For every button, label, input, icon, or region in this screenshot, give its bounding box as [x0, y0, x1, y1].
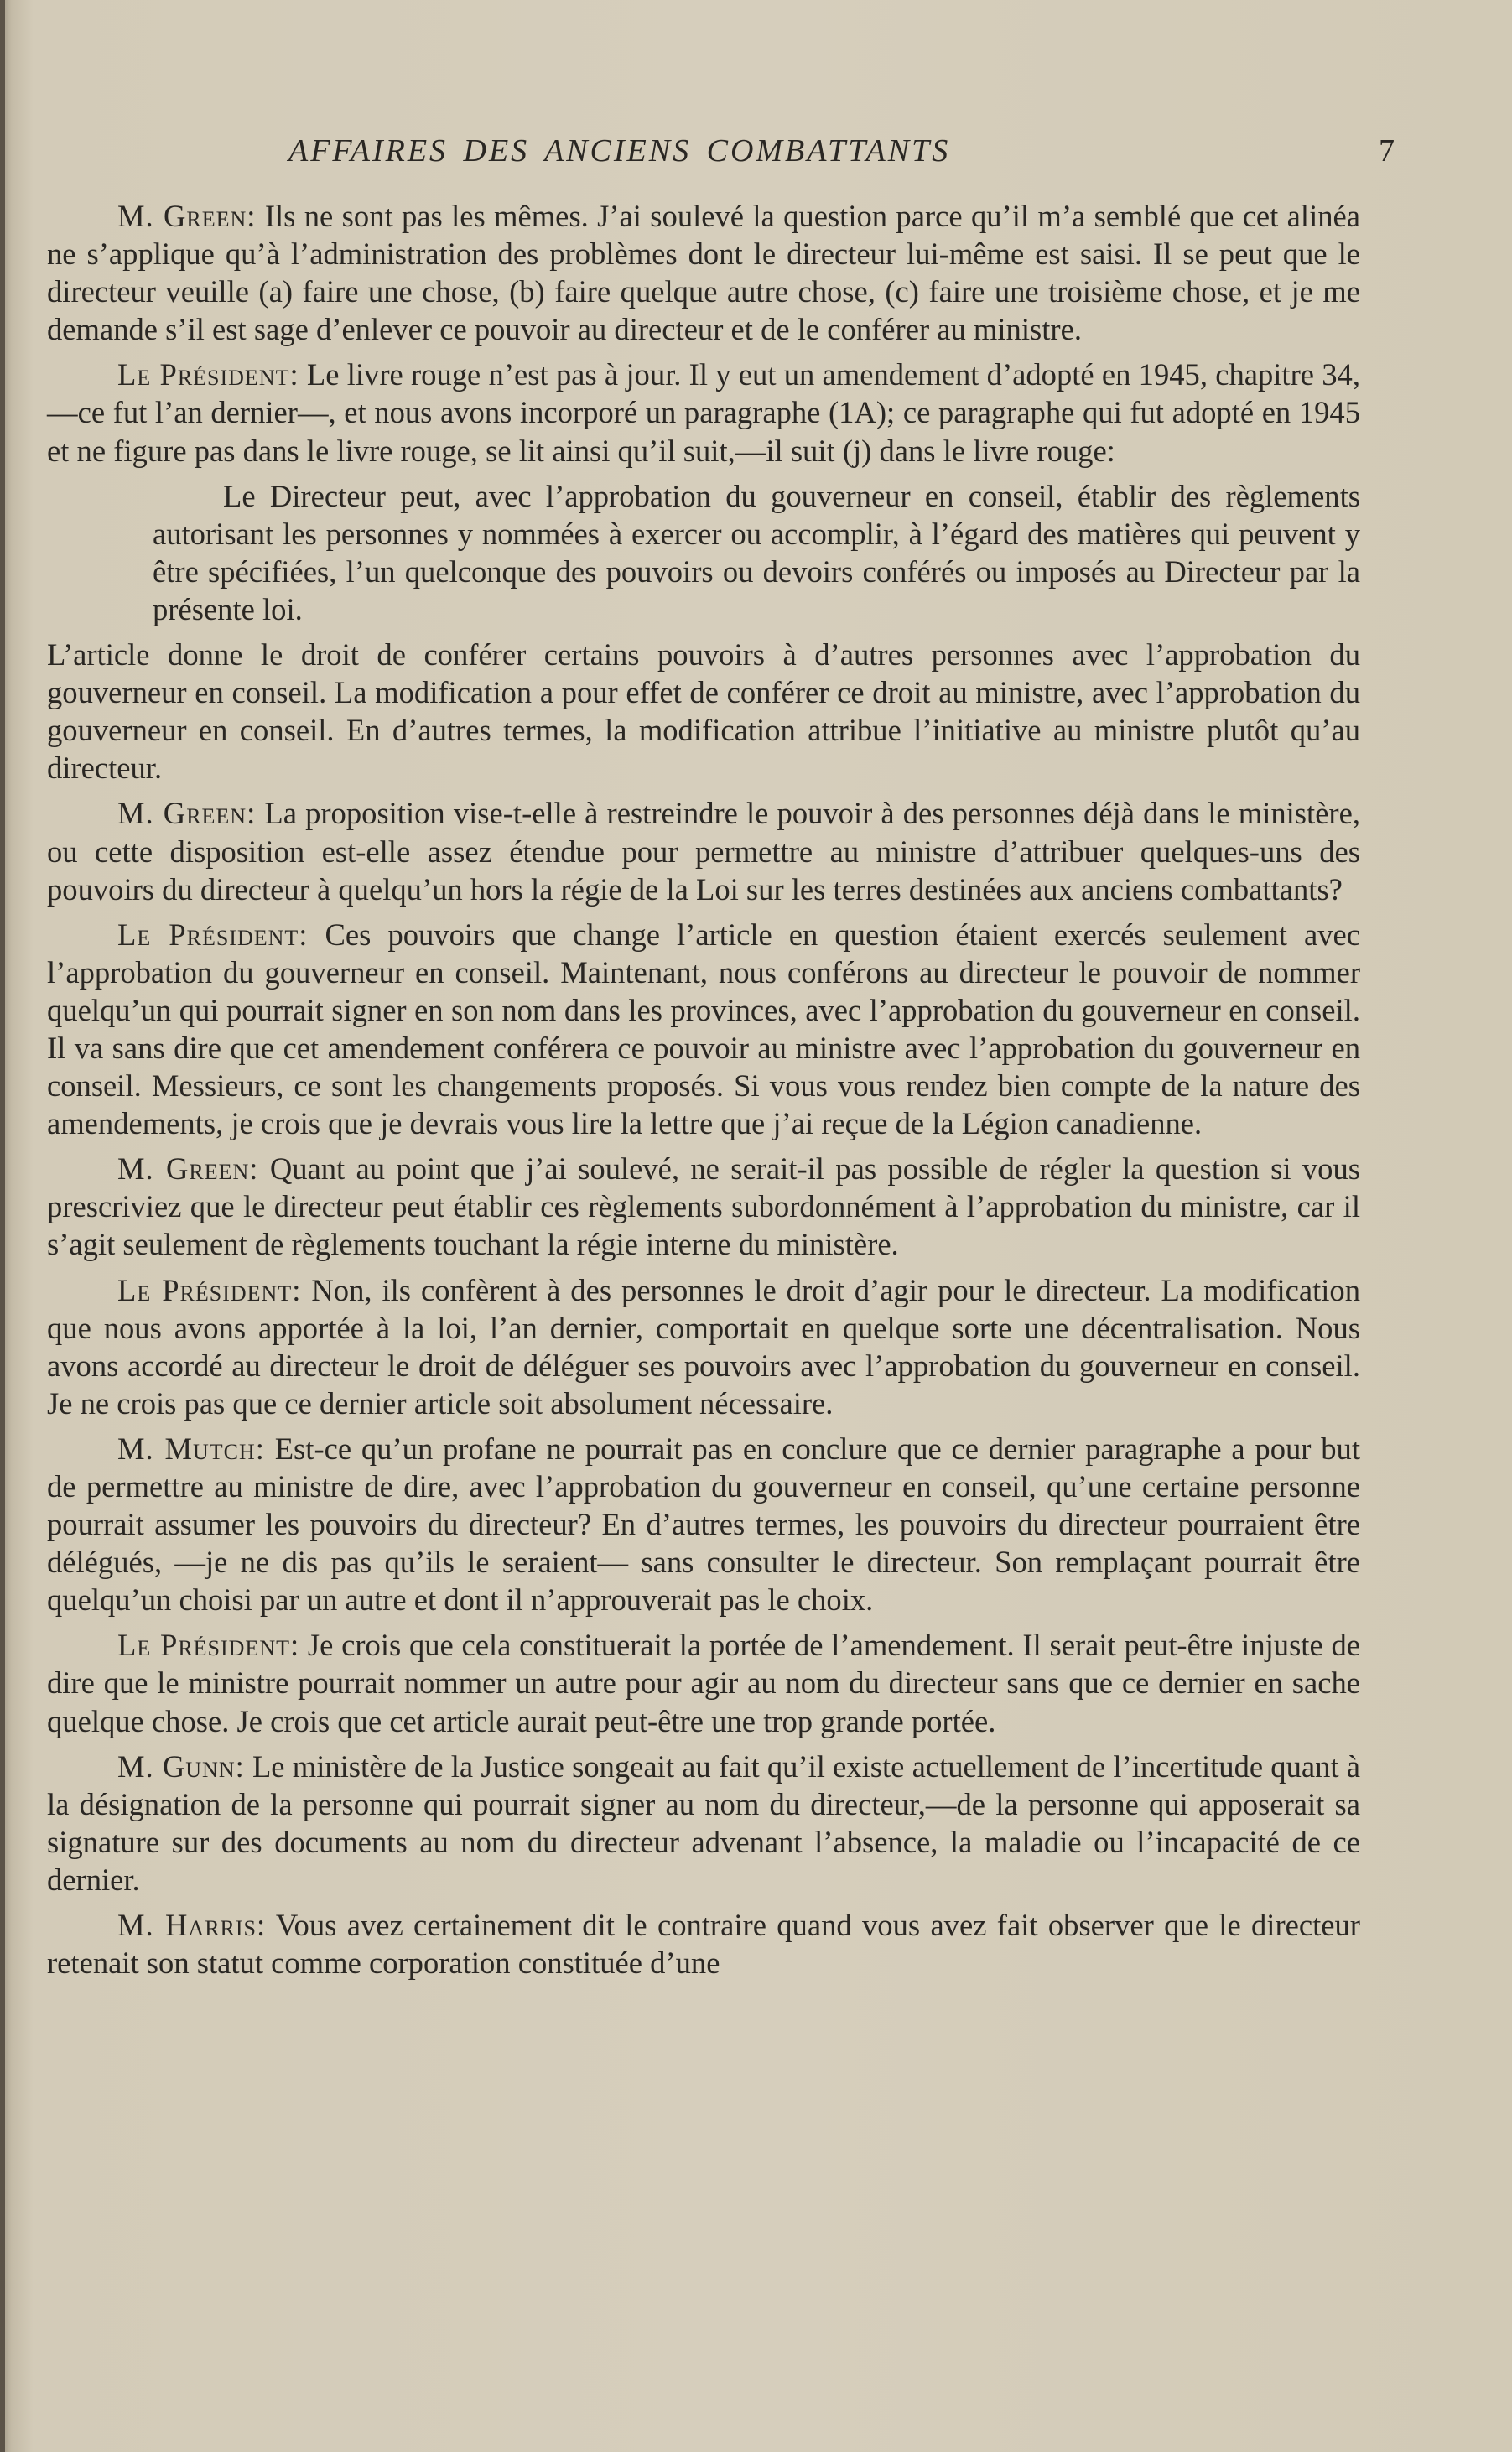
- paragraph-continuation: L’article donne le droit de conférer certains pouvoirs à d’autres personnes avec l’approbation du gouverneur en conseil. La modification a pour effet de conférer ce droit au ministre, avec l’approbation du gouverneur en conseil. En d’autres termes, la modification attribue l’initiative au ministre plutôt qu’au directeur.: [47, 637, 1360, 786]
- paragraph-text: Le livre rouge n’est pas à jour. Il y eut un amendement d’adopté en 1945, chapitre 34,—ce fut l’an dernier—, et nous avons incorporé un paragraphe (1A); ce paragraphe qui fut adopté en 1945 et ne figure pas dans le livre rouge, se lit ainsi qu’il suit,—il suit (j) dans le livre rouge:: [47, 357, 1360, 468]
- speaker-name: M. Green:: [117, 1151, 259, 1187]
- speaker-name: Le Président:: [117, 917, 309, 952]
- paragraph-text: Est-ce qu’un profane ne pourrait pas en conclure que ce dernier paragraphe a pour but de permettre au ministre de dire, avec l’approbation du gouverneur en conseil, qu’une certaine personne pourrait assumer les pouvoirs du directeur? En d’autres termes, les pouvoirs du directeur pourraient être délégués, —je ne dis pas qu’ils le seraient— sans consulter le directeur. Son remplaçant pourrait être quelqu’un choisi par un autre et dont il n’approuverait pas le choix.: [47, 1431, 1360, 1618]
- speaker-name: Le Président:: [117, 357, 299, 392]
- speaker-name: Le Président:: [117, 1272, 302, 1307]
- paragraph: [47, 1626, 1360, 1739]
- paragraph-text: Vous avez certainement dit le contraire quand vous avez fait observer que le directeur retenait son statut comme corporation constituée d’une: [47, 1908, 1360, 1981]
- paragraph-text: Je crois que cela constituerait la portée de l’amendement. Il serait peut-être injuste de dire que le ministre pourrait nommer un autre pour agir au nom du directeur sans que ce dernier en sache quelque chose. Je crois que cet article aurait peut-être une trop grande portée.: [47, 1628, 1360, 1738]
- paragraph-text: Ces pouvoirs que change l’article en question étaient exercés seulement avec l’approbation du gouverneur en conseil. Maintenant, nous conférons au directeur le pouvoir de nommer quelqu’un qui pourrait signer en son nom dans les provinces, avec l’approbation du gouverneur en conseil. Il va sans dire que cet amendement conférera ce pouvoir au ministre avec l’approbation du gouverneur en conseil. Messieurs, ce sont les changements proposés. Si vous vous rendez bien compte de la nature des amendements, je crois que je devrais vous lire la lettre que j’ai reçue de la Légion canadienne.: [47, 917, 1360, 1141]
- quoted-provision: Le Directeur peut, avec l’approbation du gouverneur en conseil, établir des règlements autorisant les personnes y nommées à exercer ou accomplir, à l’égard des matières qui peuvent y être spécifiées, l’un quelconque des pouvoirs ou devoirs conférés ou imposés au Directeur par la présente loi.: [153, 478, 1360, 626]
- paragraph: [47, 1430, 1360, 1618]
- page-spine-edge: [0, 0, 5, 2452]
- paragraph: [47, 356, 1360, 469]
- paragraph: [47, 1748, 1360, 1899]
- speaker-name: M. Green:: [117, 796, 257, 831]
- paragraph-text: Non, ils confèrent à des personnes le droit d’agir pour le directeur. La modification que nous avons apportée à la loi, l’an dernier, comportait en quelque sorte une décentralisation. Nous avons accordé au directeur le droit de déléguer ses pouvoirs avec l’approbation du gouverneur en conseil. Je ne crois pas que ce dernier article soit absolument nécessaire.: [47, 1272, 1360, 1421]
- paragraph: [47, 794, 1360, 907]
- speaker-name: M. Gunn:: [117, 1748, 245, 1784]
- speaker-name: M. Green:: [117, 199, 257, 233]
- paragraph-text: Le ministère de la Justice songeait au fait qu’il existe actuellement de l’incertitude quant à la désignation de la personne qui pourrait signer au nom du directeur,—de la personne qui apposerait sa signature sur des documents au nom du directeur advenant l’absence, la maladie ou l’incapacité de ce dernier.: [47, 1748, 1360, 1897]
- paragraph-text: Ils ne sont pas les mêmes. J’ai soulevé la question parce qu’il m’a semblé que cet alinéa ne s’applique qu’à l’administration des problèmes dont le directeur lui-même est saisi. Il se peut que le directeur veuille (a) faire une chose, (b) faire quelque autre chose, (c) faire une troisième chose, et je me demande s’il est sage d’enlever ce pouvoir au directeur et de le conférer au ministre.: [47, 199, 1360, 347]
- paragraph: [47, 197, 1360, 348]
- page-header: [47, 132, 1395, 179]
- paragraph-text: La proposition vise-t-elle à restreindre le pouvoir à des personnes déjà dans le ministère, ou cette disposition est-elle assez étendue pour permettre au ministre d’attribuer quelques-uns des pouvoirs du directeur à quelqu’un hors la régie de la Loi sur les terres destinées aux anciens combattants?: [47, 796, 1360, 907]
- paragraph: [47, 1150, 1360, 1263]
- page-body: [47, 197, 1360, 1989]
- paragraph: [47, 1271, 1360, 1422]
- paragraph-text: Quant au point que j’ai soulevé, ne serait-il pas possible de régler la question si vous prescriviez que le directeur peut établir ces règlements subordonnément à l’approbation du ministre, car il s’agit seulement de règlements touchant la régie interne du ministère.: [47, 1151, 1360, 1262]
- page-number: 7: [1379, 133, 1395, 169]
- running-title: AFFAIRES DES ANCIENS COMBATTANTS: [288, 133, 951, 169]
- speaker-name: M. Harris:: [117, 1908, 267, 1943]
- paragraph: [47, 1906, 1360, 1982]
- paragraph: [47, 916, 1360, 1143]
- speaker-name: M. Mutch:: [117, 1431, 265, 1466]
- speaker-name: Le Président:: [117, 1628, 300, 1663]
